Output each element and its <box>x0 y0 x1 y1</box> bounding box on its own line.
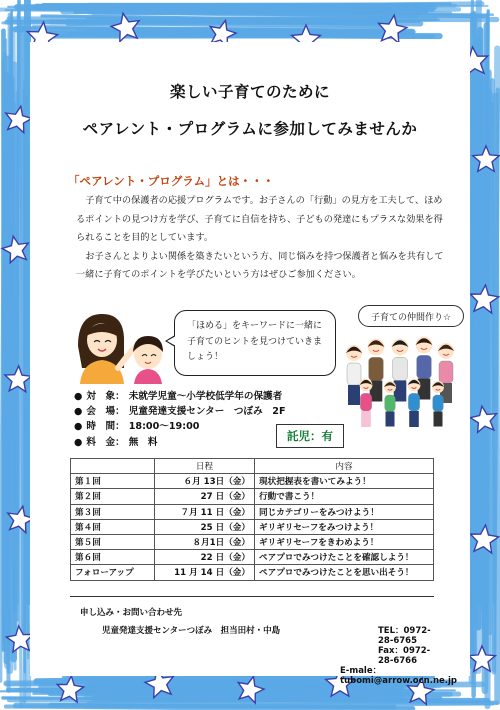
content-cell: ペアプロでみつけたことを思い出そう！ <box>255 565 434 580</box>
person-figure <box>384 381 396 427</box>
detail-row-venue <box>74 404 286 419</box>
person-figure <box>416 337 433 400</box>
speech-bubble: 「ほめる」をキーワードに一緒に子育てのヒントを見つけていきましょう！ <box>174 310 336 376</box>
schedule-table <box>70 458 434 581</box>
date-cell: ８月1日（金） <box>155 534 255 549</box>
person-figure <box>432 381 444 427</box>
content-cell: 同じカテゴリーをみつけよう！ <box>255 504 434 519</box>
contact-org: 児童発達支援センターつぼみ 担当田村・中島 <box>102 626 281 636</box>
date-cell: 25 日（金） <box>155 519 255 534</box>
header-content: 内容 <box>255 459 434 474</box>
content-cell: ギリギリセーフをきわめよう！ <box>255 534 434 549</box>
session-cell: 第１回 <box>71 474 155 489</box>
session-cell: 第４回 <box>71 519 155 534</box>
date-cell: 11 月 14 日（金） <box>155 565 255 580</box>
person-figure <box>438 343 454 403</box>
content-cell: ギリギリセーフをみつけよう！ <box>255 519 434 534</box>
date-cell: 27 日（金） <box>155 489 255 504</box>
title-line-2: ペアレント・プログラムに参加してみませんか <box>82 120 418 138</box>
table-row <box>71 489 434 504</box>
intro-paragraph: お子さんとよりよい関係を築きたいという方、同じ悩みを持つ保護者と悩みを共有して一緒に子育てのポイントを学びたいという方はぜひご参加ください。 <box>76 250 444 280</box>
date-cell: 22 日（金） <box>155 550 255 565</box>
table-row <box>71 550 434 565</box>
contact-fax: Fax：0972-28-6766 <box>378 646 431 666</box>
session-cell: 第３回 <box>71 504 155 519</box>
person-figure <box>408 379 421 427</box>
bullet: ● <box>74 406 83 418</box>
table-row <box>71 519 434 534</box>
detail-label: 対 象： <box>86 391 125 402</box>
contact-tel: TEL：0972-28-6765 <box>378 626 431 646</box>
table-row <box>71 474 434 489</box>
bullet: ● <box>74 421 83 433</box>
session-cell: フォローアップ <box>71 565 155 580</box>
table-row <box>71 504 434 519</box>
intro-text <box>76 192 446 285</box>
header-session <box>71 459 155 474</box>
person-figure <box>392 339 409 402</box>
content-cell: ペアプロでみつけたことを確認しよう！ <box>255 550 434 565</box>
session-cell: 第６回 <box>71 550 155 565</box>
detail-value: 無 料 <box>128 436 158 448</box>
content-cell: 行動で書こう！ <box>255 489 434 504</box>
contact-email: E-male：tubomi@arrow.ocn.ne.jp <box>340 666 458 686</box>
person-figure <box>360 379 373 427</box>
date-cell: ７月 11 日（金） <box>155 504 255 519</box>
bullet: ● <box>74 436 83 448</box>
date-cell: ６月 13日（金） <box>155 474 255 489</box>
contact-heading: 申し込み・お問い合わせ先 <box>80 608 183 618</box>
detail-label: 会 場： <box>86 406 125 418</box>
event-details <box>74 389 286 450</box>
header-date: 日程 <box>155 459 255 474</box>
detail-value: 未就学児童～小学校低学年の保護者 <box>128 391 283 402</box>
intro-paragraph: 子育て中の保護者の応援プログラムです。お子さんの「行動」の見方を工夫して、ほめるポイントの見つけ方を学び、子育てに自信を持ち、子どもの発達にもプラスな効果を得られることを目的としています。 <box>76 195 443 243</box>
detail-label: 料 金： <box>86 436 125 448</box>
contact-section <box>70 596 458 686</box>
detail-value: 児童発達支援センター つぼみ 2F <box>128 406 286 418</box>
section-heading: 「ペアレント・プログラム」とは・・・ <box>68 174 275 188</box>
session-cell: 第５回 <box>71 534 155 549</box>
mother-child-illustration <box>72 306 172 384</box>
table-row <box>71 534 434 549</box>
detail-row-time <box>74 419 286 434</box>
title-line-1: 楽しい子育てのために <box>169 83 330 101</box>
session-cell: 第２回 <box>71 489 155 504</box>
family-group-illustration <box>342 333 464 443</box>
content-cell: 現状把握表を書いてみよう！ <box>255 474 434 489</box>
schedule-header-row <box>71 459 434 474</box>
group-speech-bubble: 子育ての仲間作り☆ <box>358 305 464 327</box>
person-figure <box>368 339 385 402</box>
bullet: ● <box>74 391 83 402</box>
table-row <box>71 565 434 580</box>
childcare-badge: 託児：有 <box>276 424 344 448</box>
person-figure <box>346 345 362 405</box>
detail-row-fee <box>74 435 286 450</box>
detail-value: 18:00～19:00 <box>128 421 200 433</box>
detail-label: 時 間： <box>86 421 125 433</box>
detail-row-target <box>74 389 286 404</box>
